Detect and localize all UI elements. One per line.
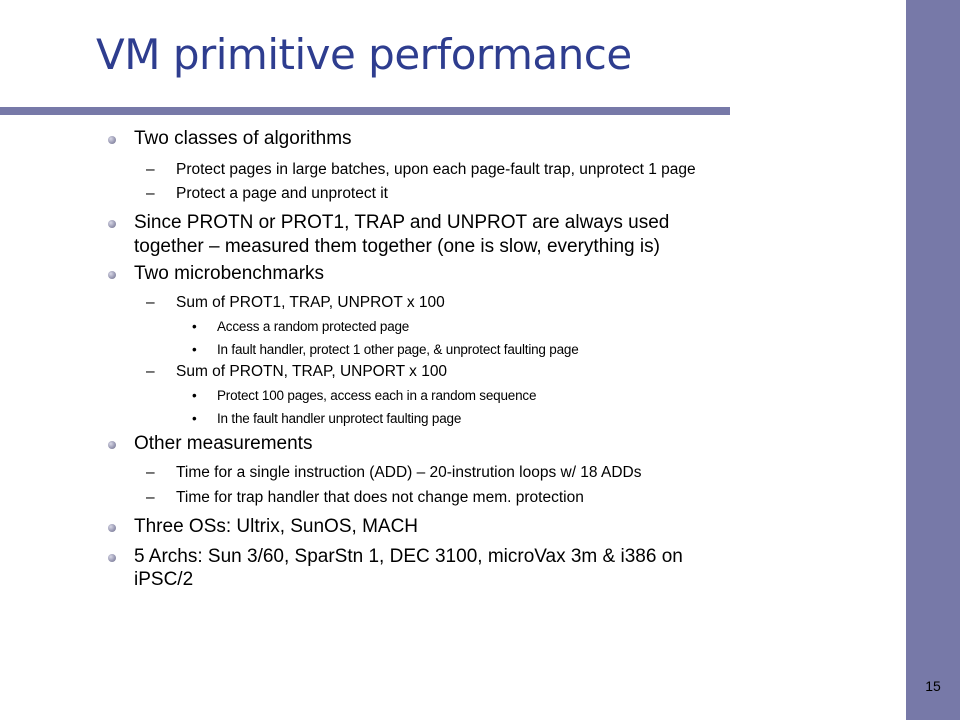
detail-protect-100-pages: • Protect 100 pages, access each in a random sequence	[217, 387, 536, 405]
detail-fault-handler-unprotect: • In the fault handler unprotect faulting page	[217, 410, 461, 428]
right-accent-bar	[906, 0, 960, 720]
bullet-measured-together: Since PROTN or PROT1, TRAP and UNPROT are always used	[134, 212, 670, 233]
detail-access-random-page: • Access a random protected page	[217, 318, 409, 336]
bullet-measured-together-continued: together – measured them together (one is slow, everything is)	[134, 236, 660, 257]
sub-bullet-add-instruction: – Time for a single instruction (ADD) – 20-instrution loops w/ 18 ADDs	[176, 463, 641, 483]
sub-bullet-protect-unprotect: – Protect a page and unprotect it	[176, 184, 388, 204]
bullet-five-archs-continued: iPSC/2	[134, 569, 194, 590]
sub-bullet-prot1-sum: – Sum of PROT1, TRAP, UNPROT x 100	[176, 293, 445, 313]
sub-bullet-trap-handler: – Time for trap handler that does not change mem. protection	[176, 488, 584, 508]
bullet-five-archs: 5 Archs: Sun 3/60, SparStn 1, DEC 3100, microVax 3m & i386 on	[134, 546, 683, 567]
bullet-microbenchmarks: Two microbenchmarks	[134, 263, 325, 284]
slide-title: VM primitive performance	[96, 30, 632, 79]
bullet-algorithm-classes: Two classes of algorithms	[134, 128, 352, 149]
detail-fault-handler-protect: • In fault handler, protect 1 other page, & unprotect faulting page	[217, 341, 579, 359]
sub-bullet-batch-protect: – Protect pages in large batches, upon each page-fault trap, unprotect 1 page	[176, 160, 696, 180]
page-number: 15	[925, 678, 941, 694]
bullet-other-measurements: Other measurements	[134, 433, 313, 454]
bullet-three-oss: Three OSs: Ultrix, SunOS, MACH	[134, 516, 419, 537]
sub-bullet-protn-sum: – Sum of PROTN, TRAP, UNPORT x 100	[176, 362, 447, 382]
